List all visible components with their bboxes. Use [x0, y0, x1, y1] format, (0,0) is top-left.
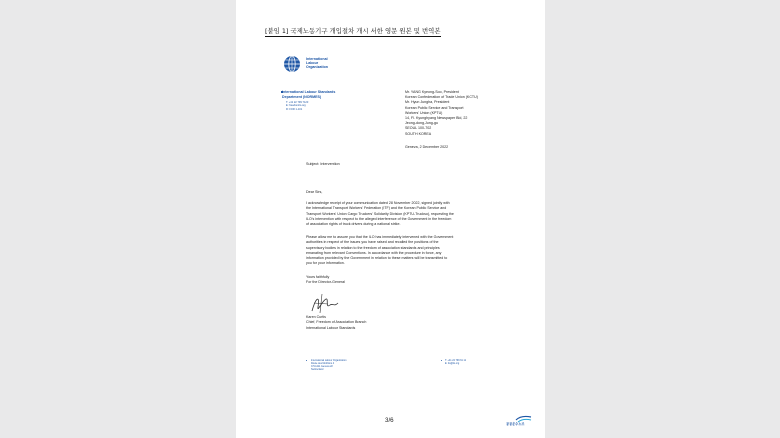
closing: Yours faithfully For the Director-General: [306, 275, 345, 285]
footer-address: International Labour Organization Route des Morillons 4 CH-1211 Geneva 22 Switzerland: [311, 359, 347, 372]
ilo-globe-logo-icon: [282, 55, 302, 73]
document-page: [236, 0, 545, 438]
body-paragraph-2: Please allow me to assure you that the ILO has immediately intervened with the Government authorities in respect of the issues you have raised and recalled the positions of the supervisory bodies in relation to the freedom of association standards and principles emanating from relevant Conventions. In accordance with the procedure in force, any information provided by the Government in relation to these matters will be transmitted to you for your information.: [306, 235, 454, 266]
union-logo-text: 공공운수노조: [506, 422, 525, 426]
footer-contact: T: +41 22 799 61 11 E: ilo@ilo.org: [445, 359, 467, 366]
department-contact: T: +41 22 799 7123 E: freedomilo.org R: FOR 1-101: [286, 101, 309, 111]
attachment-heading: [붙임 1] 국제노동기구 개입절차 개시 서한 영문 원본 및 번역본: [265, 27, 441, 35]
signer-block: Karen Curtis Chief, Freedom of Association Branch International Labour Standards: [306, 315, 367, 330]
salutation: Dear Sirs,: [306, 190, 323, 194]
ilo-logo-text: International Labour Organization: [306, 57, 328, 69]
body-paragraph-1: I acknowledge receipt of your communication dated 28 November 2022, signed jointly with the International Transport Workers' Federation (ITF) and the Korean Public Service and Transport Workers' Union Cargo Truckers' Solidarity Division (KPTU-Truckso), requesting the ILO's intervention with respect to the alleged interference of the Government in the freedom of association rights of truck drivers during a national strike.: [306, 201, 454, 226]
department-name: International Labour Standards Department (NORMES): [282, 90, 336, 100]
recipient-address: Mr. YANG Kyeong-Soo, President Korean Confederation of Trade Union (KCTU) Mr. Hyun Jungha, President Korean Public Service and Transport Workers' Union (KPTU) 14, Fl. Kyunghyang Newspaper Bld, 22 Jeong-dong,Jung-gu SEOUL 100-702 SOUTH KOREA: [405, 90, 478, 136]
footer-left-bullet: [306, 360, 307, 361]
footer-right-bullet: [441, 360, 442, 361]
letter-subject: Subject: Intervention: [306, 162, 340, 166]
page-number: 3/6: [385, 417, 394, 424]
letter-date: Geneva, 2 December 2022: [405, 145, 449, 149]
handwritten-signature-icon: [308, 291, 342, 317]
